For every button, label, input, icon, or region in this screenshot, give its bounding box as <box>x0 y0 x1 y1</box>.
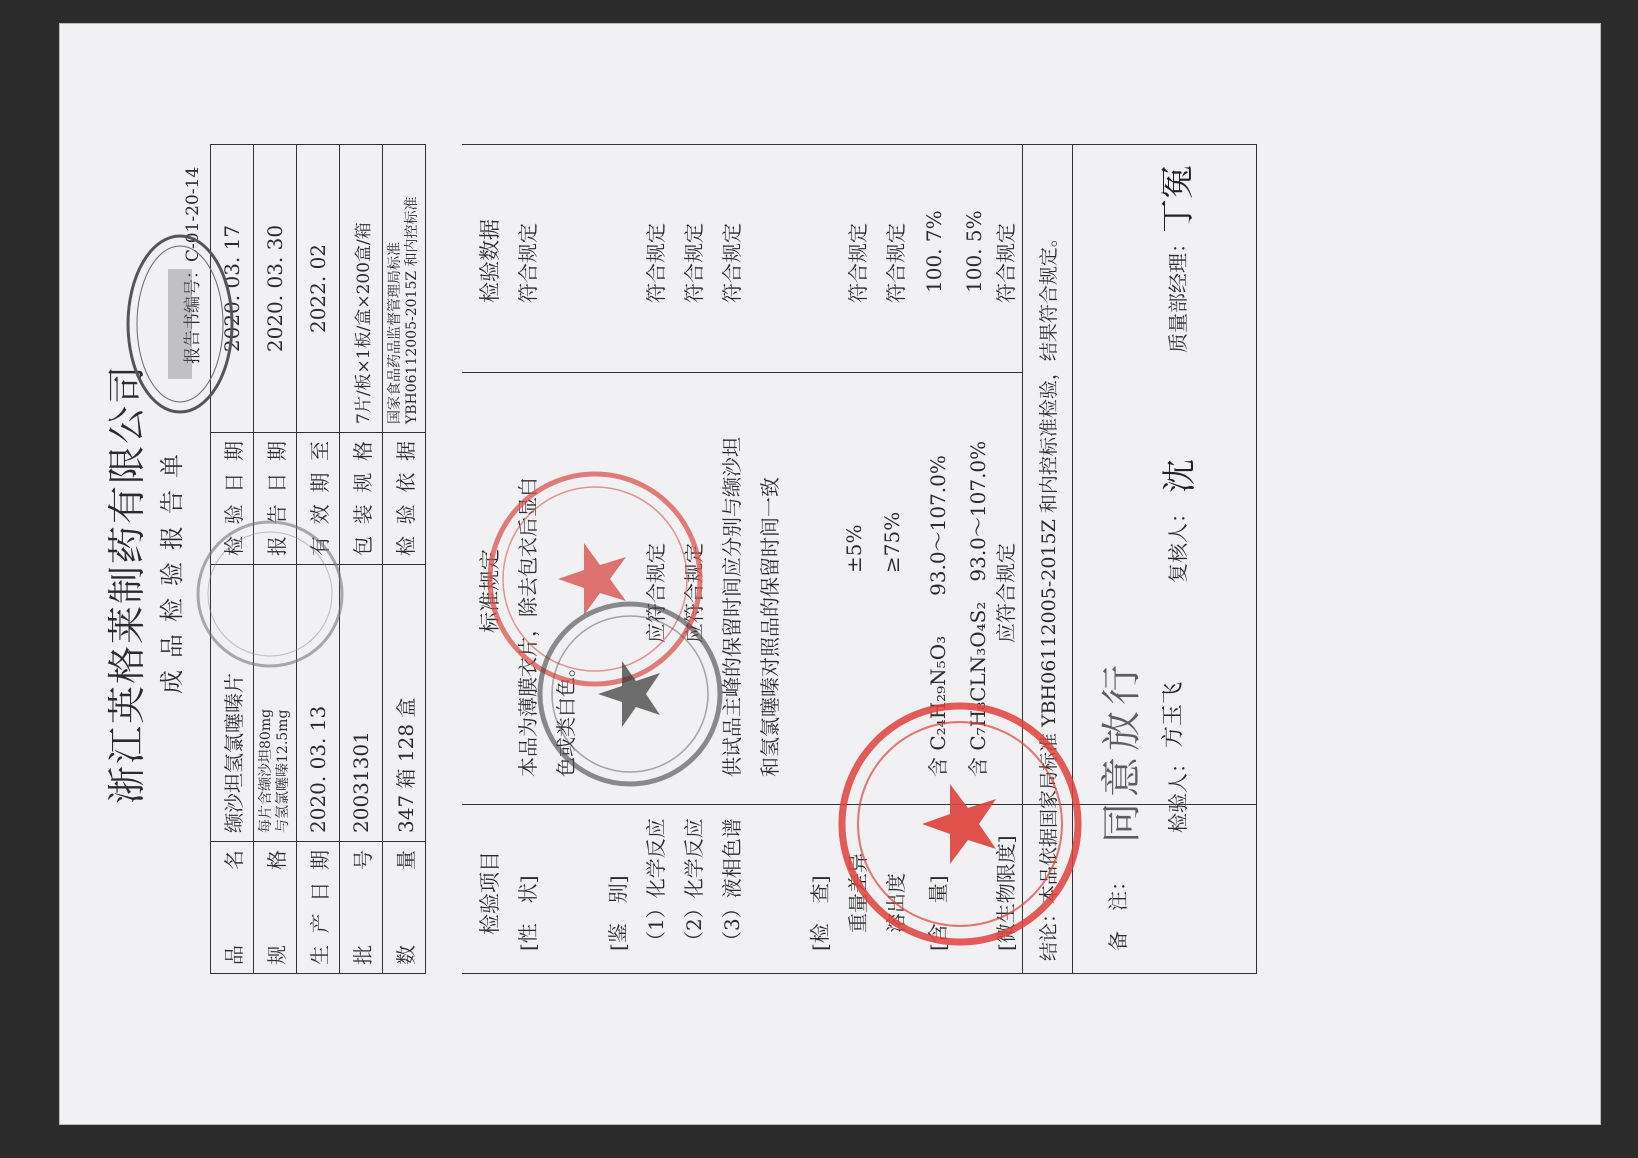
dissolution-label: 溶出度 <box>884 873 908 933</box>
dissolution-standard: ≥75% <box>880 511 904 573</box>
column-header-item: 检验项目 <box>478 851 502 935</box>
seal-stamp-dedicated <box>120 229 240 419</box>
info-row <box>383 145 426 974</box>
seal-stamp-gray <box>190 514 350 674</box>
check-label: [检 查] <box>808 875 832 951</box>
label-basis: 检验依据 <box>383 433 426 565</box>
label-inspection-date: 检验日期 <box>211 433 254 565</box>
identification-3-label: （3）液相色谱 <box>720 818 744 951</box>
column-divider <box>462 372 1022 373</box>
spec-line-1: 每片含缬沙坦80mg <box>258 708 274 833</box>
identification-2-result: 符合规定 <box>682 223 706 303</box>
label-production-date: 生产日期 <box>297 842 340 974</box>
label-expiry: 有效期至 <box>297 433 340 565</box>
microbial-limit-standard: 应符合规定 <box>994 543 1018 643</box>
weight-variation-result: 符合规定 <box>846 223 870 303</box>
property-label: [性 状] <box>516 875 540 951</box>
release-approval-stamp: 同意放行 <box>1099 659 1145 843</box>
content-label: [含 量] <box>926 875 950 951</box>
value-expiry: 2022. 02 <box>297 145 340 433</box>
value-packaging: 7片/板×1板/盒×200盒/箱 <box>340 145 383 433</box>
spec-line-2: 与氢氯噻嗪12.5mg <box>275 709 291 833</box>
identification-3-standard-line-1: 供试品主峰的保留时间应分别与缬沙坦 <box>720 437 744 777</box>
value-batch: 20031301 <box>340 565 383 842</box>
value-quantity: 347 箱 128 盒 <box>383 565 426 842</box>
content-1-result: 100. 7% <box>922 210 946 293</box>
identification-2-label: （2）化学反应 <box>682 818 706 951</box>
seal-stamp-gray-2 <box>530 594 730 794</box>
remarks-label: 备 注： <box>1106 871 1130 951</box>
content-2-standard: 含 C₇H₈CLN₃O₄S₂ 93.0～107.0% <box>966 440 990 777</box>
basis-line-1: 国家食品药品监督管理局标准 <box>387 242 403 424</box>
value-inspection-date: 2020. 03. 17 <box>211 145 254 433</box>
identification-1-standard: 应符合规定 <box>644 543 668 643</box>
value-basis <box>383 145 426 433</box>
scanned-document <box>60 24 1600 1124</box>
label-quantity: 数 量 <box>383 842 426 974</box>
identification-1-label: （1）化学反应 <box>644 818 668 951</box>
column-header-standard: 标准规定 <box>478 549 502 633</box>
reviewer-signature: 沈 <box>1160 459 1200 493</box>
label-product-name: 品 名 <box>211 842 254 974</box>
identification-3-standard-line-2: 和氢氯噻嗪对照品的保留时间一致 <box>758 477 782 777</box>
value-product-name: 缬沙坦氢氯噻嗪片 <box>211 565 254 842</box>
identification-2-standard: 应符合规定 <box>682 543 706 643</box>
quality-manager-signature: 丁冤 <box>1158 165 1198 233</box>
conclusion: 结论：本品依据国家局标准 YBH06112005-2015Z 和内控标准检验，结果符合规定。 <box>1038 228 1060 961</box>
microbial-limit-result: 符合规定 <box>994 223 1018 303</box>
identification-3-result: 符合规定 <box>720 223 744 303</box>
seal-stamp-red-bottom <box>830 694 1090 954</box>
reviewer-label: 复核人： <box>1166 503 1190 583</box>
identification-1-result: 符合规定 <box>644 223 668 303</box>
report-title: 成品检验报告单 <box>158 442 186 694</box>
company-name: 浙江英格莱制药有限公司 <box>105 363 149 804</box>
label-packaging: 包装规格 <box>340 433 383 565</box>
weight-variation-label: 重量差异 <box>846 853 870 933</box>
inspector-label: 检验人： <box>1166 753 1190 833</box>
value-production-date: 2020. 03. 13 <box>297 565 340 842</box>
column-header-data: 检验数据 <box>478 219 502 303</box>
weight-variation-standard: ±5% <box>842 524 866 573</box>
content-2-result: 100. 5% <box>962 210 986 293</box>
quality-manager-label: 质量部经理： <box>1166 233 1190 353</box>
label-report-date: 报告日期 <box>254 433 297 565</box>
property-standard-line-1: 本品为薄膜衣片，除去包衣后显白 <box>516 477 540 777</box>
label-batch: 批 号 <box>340 842 383 974</box>
value-report-date: 2020. 03. 30 <box>254 145 297 433</box>
rotated-page <box>60 24 1600 1124</box>
content-1-standard: 含 C₂₄H₂₉N₅O₃ 93.0～107.0% <box>926 455 950 777</box>
property-result: 符合规定 <box>516 223 540 303</box>
identification-label: [鉴 别] <box>606 875 630 951</box>
label-spec: 规 格 <box>254 842 297 974</box>
inspector-signature: 方玉飞 <box>1161 681 1186 748</box>
dissolution-result: 符合规定 <box>884 223 908 303</box>
microbial-limit-label: [微生物限度] <box>994 835 1018 951</box>
basis-line-2: YBH06112005-2015Z 和内控标准 <box>404 196 420 424</box>
report-number: 报告书编号：C-01-20-14 <box>183 166 203 364</box>
property-standard-line-2: 色或类白色。 <box>554 657 578 777</box>
